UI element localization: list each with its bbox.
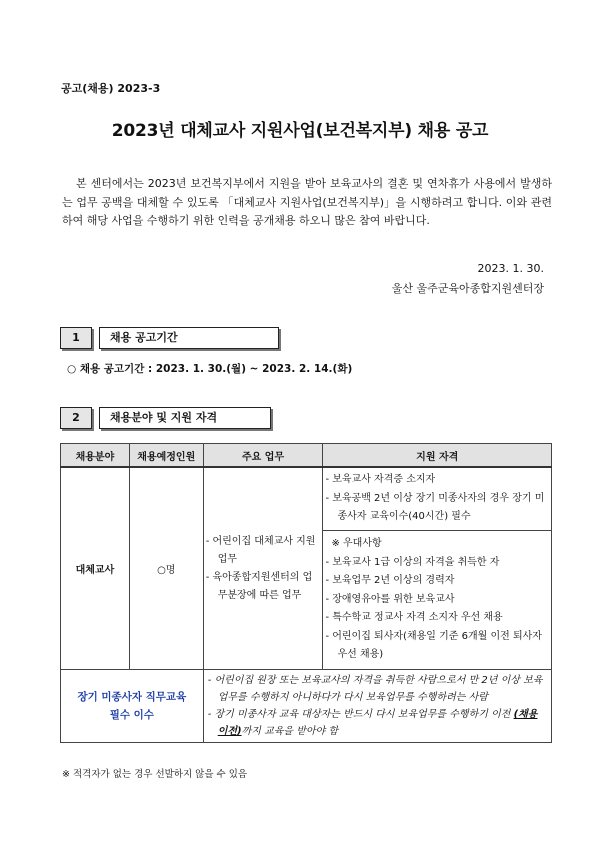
- preferred-item: - 어린이집 퇴사자(채용일 기준 6개월 이전 퇴사자 우선 채용): [325, 630, 542, 661]
- qualification-item: - 보육공백 2년 이상 장기 미종사자의 경우 장기 미종사자 교육이수(40시간) 필수: [325, 492, 545, 523]
- section-1-title: 채용 공고기간: [99, 327, 279, 349]
- intro-paragraph: [62, 175, 552, 231]
- duty-item: - 어린이집 대체교사 지원 업무: [205, 535, 316, 565]
- duty-item: - 육아종합지원센터의 업무분장에 따른 업무: [205, 571, 313, 601]
- training-label-line: 필수 이수: [109, 709, 154, 721]
- preferred-item: - 장애영유아를 위한 보육교사: [325, 593, 455, 605]
- recruitment-table: [60, 443, 552, 743]
- training-item: [208, 706, 547, 740]
- header-count: 채용예정인원: [129, 444, 203, 468]
- field-cell: 대체교사: [61, 467, 130, 670]
- section-2-title: 채용분야 및 지원 자격: [99, 407, 271, 429]
- section-1-number: 1: [60, 327, 92, 349]
- training-item: - 어린이집 원장 또는 보육교사의 자격을 취득한 사람으로서 만 2년 이상 보육업무를 수행하지 아니하다가 다시 보육업무를 수행하려는 사람: [207, 675, 543, 703]
- page-title: 2023년 대체교사 지원사업(보건복지부) 채용 공고: [111, 121, 489, 141]
- recruitment-period: ○ 채용 공고기간 : 2023. 1. 30.(월) ~ 2023. 2. 14.(화): [67, 363, 353, 375]
- required-qualifications-cell: [323, 467, 552, 531]
- duties-cell: [203, 467, 323, 670]
- footnote: ※ 적격자가 없는 경우 선발하지 않을 수 있음: [62, 769, 248, 780]
- table-row: [61, 467, 552, 531]
- intro-text: 본 센터에서는 2023년 보건복지부에서 지원을 받아 보육교사의 결혼 및 연차휴가 사용에서 발생하는 업무 공백을 대체할 수 있도록 「대체교사 지원사업(보건복지부)」을 시행하려고 합니다. 이와 관련하여 해당 사업을 수행하기 위한 인력을 공개채용 하오니 많은 참여 바랍니다.: [62, 177, 552, 227]
- header-field: 채용분야: [61, 444, 130, 468]
- training-label-cell: [61, 670, 204, 743]
- training-text: - 장기 미종사자 교육 대상자는 반드시 다시 보육업무를 수행하기 이전: [207, 709, 514, 720]
- preferred-item: - 보육업무 2년 이상의 경력자: [325, 575, 455, 587]
- table-header-row: [61, 444, 552, 468]
- header-qualifications: 지원 자격: [323, 444, 552, 468]
- training-description-cell: [203, 670, 551, 743]
- preferred-qualifications-cell: [323, 531, 552, 670]
- qualification-item: - 보육교사 자격증 소지자: [325, 474, 436, 486]
- training-text: 까지 교육을 받아야 함: [241, 726, 339, 737]
- header-duties: 주요 업무: [203, 444, 323, 468]
- preferred-header: ※ 우대사항: [331, 538, 382, 550]
- count-cell: ○명: [129, 467, 203, 670]
- training-row: [61, 670, 552, 743]
- training-emphasis: (채용 이전): [217, 709, 538, 737]
- organization-name: 울산 울주군육아종합지원센터장: [391, 282, 544, 295]
- preferred-item: - 보육교사 1급 이상의 자격을 취득한 자: [325, 556, 500, 568]
- section-2-number: 2: [60, 407, 92, 429]
- notice-number: 공고(채용) 2023-3: [61, 82, 161, 95]
- training-label-line: 장기 미종사자 직무교육: [77, 691, 187, 703]
- notice-date: 2023. 1. 30.: [477, 262, 544, 275]
- preferred-item: - 특수학교 정교사 자격 소지자 우선 채용: [325, 612, 503, 624]
